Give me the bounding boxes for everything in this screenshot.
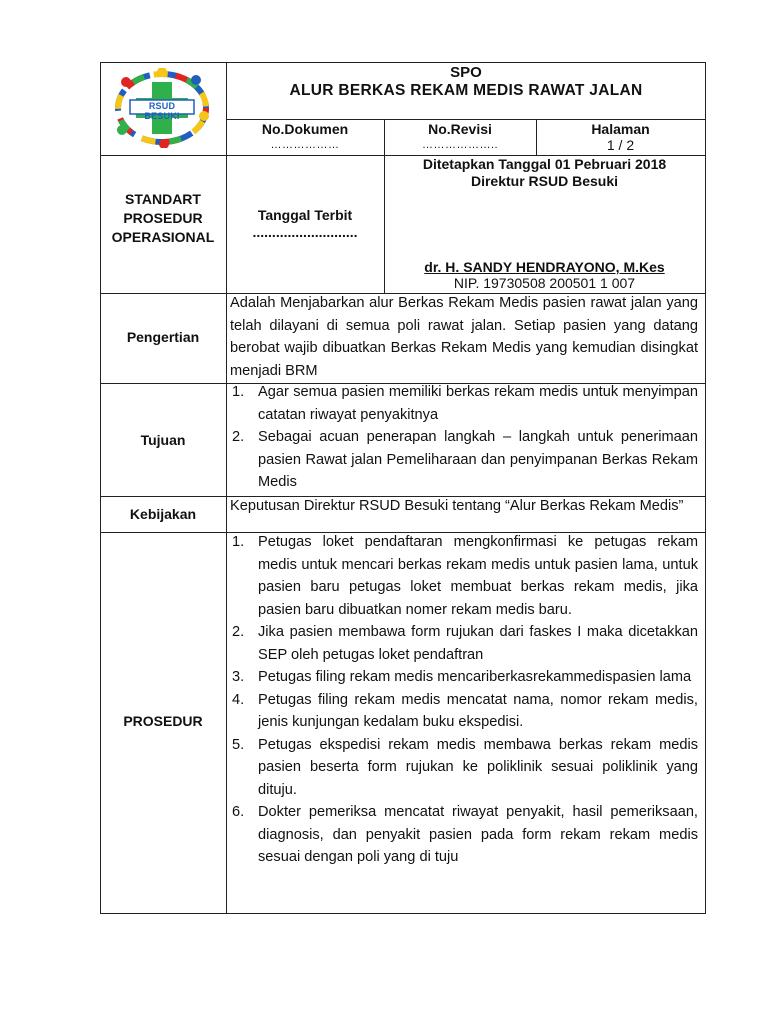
list-item-number: 4. <box>232 691 245 708</box>
tujuan-label: Tujuan <box>140 432 186 448</box>
halaman-value: 1 / 2 <box>606 137 635 153</box>
list-item-text: Petugas filing rekam medis mencatat nama, nomor rekam medis, jenis kunjungan kedalam buku ekspedisi. <box>258 691 698 730</box>
list-item-text: Sebagai acuan penerapan langkah – langkah untuk penerimaan pasien Rawat jalan Pemeliharaan dan penyimpanan Berkas Rekam Medis <box>258 429 698 490</box>
list-item-number: 6. <box>232 804 245 820</box>
list-item-text: Petugas ekspedisi rekam medis membawa berkas rekam medis pasien beserta form rujukan ke poliklinik sesuai poliklinik yang dituju. <box>258 736 698 798</box>
list-item <box>230 426 698 494</box>
list-item-text: Petugas loket pendaftaran mengkonfirmasi ke petugas rekam medis untuk mencari berkas rekam medis untuk pasien lama, untuk pasien baru petugas loket membuat berkas rekam medis, jika pasien baru dibuatkan nomer rekam medis baru. <box>258 534 698 618</box>
pengertian-text: Adalah Menjabarkan alur Berkas Rekam Medis pasien rawat jalan yang telah dilayani di semua poli rawat jalan. Setiap pasien yang datang berobat wajib dibuatkan Berkas Rekam Medis yang kemudian disingkat menjadi BRM <box>230 295 698 379</box>
no-revisi-value: ……………….. <box>421 139 499 151</box>
spo-label-line: STANDART <box>125 191 201 207</box>
kebijakan-text: Keputusan Direktur RSUD Besuki tentang “Alur Berkas Rekam Medis” <box>230 498 684 514</box>
no-revisi-label: No.Revisi <box>428 121 492 137</box>
list-item <box>230 689 698 734</box>
halaman-label: Halaman <box>591 121 650 137</box>
list-item-text: Agar semua pasien memiliki berkas rekam medis untuk menyimpan catatan riwayat penyakitnya <box>258 384 698 423</box>
pengertian-label: Pengertian <box>126 329 200 345</box>
list-item <box>230 381 698 426</box>
list-item-number: 5. <box>232 736 245 753</box>
list-item-number: 2. <box>232 429 245 445</box>
list-item-text: Petugas filing rekam medis mencariberkasrekammedispasien lama <box>258 669 692 685</box>
direktur-title: Direktur RSUD Besuki <box>470 173 619 189</box>
list-item <box>230 531 698 621</box>
spo-label <box>100 190 226 247</box>
logo-text: RSUD BESUKI <box>144 101 180 121</box>
hospital-logo <box>112 68 212 148</box>
list-item <box>230 801 698 869</box>
prosedur-list <box>230 531 698 869</box>
spo-label-line: OPERASIONAL <box>111 229 215 245</box>
kebijakan-label: Kebijakan <box>129 506 197 522</box>
list-item <box>230 734 698 802</box>
signer-nip: NIP. 19730508 200501 1 007 <box>453 275 636 291</box>
no-dokumen-value: ……………… <box>270 139 340 151</box>
spo-label-line: PROSEDUR <box>123 210 203 226</box>
list-item-number: 1. <box>232 534 245 550</box>
tujuan-list <box>230 381 698 494</box>
list-item-number: 2. <box>232 624 245 640</box>
list-item-number: 1. <box>232 384 245 400</box>
list-item <box>230 666 698 689</box>
list-item <box>230 621 698 666</box>
prosedur-label: PROSEDUR <box>123 713 203 729</box>
doc-type-title: SPO <box>450 64 482 81</box>
list-item-number: 3. <box>232 669 245 685</box>
ditetapkan-text: Ditetapkan Tanggal 01 Pebruari 2018 <box>422 156 667 172</box>
list-item-text: Dokter pemeriksa mencatat riwayat penyakit, hasil pemeriksaan, diagnosis, dan penyakit pasien pada form rekam rekam medis sesuai dengan poli yang di tuju <box>258 804 698 865</box>
no-dokumen-label: No.Dokumen <box>261 121 349 137</box>
list-item-text: Jika pasien membawa form rujukan dari faskes I maka dicetakkan SEP oleh petugas loket pendaftran <box>258 624 698 663</box>
tanggal-terbit-label: Tanggal Terbit <box>257 207 353 223</box>
tanggal-terbit-value: ........................... <box>252 224 358 240</box>
page-title: ALUR BERKAS REKAM MEDIS RAWAT JALAN <box>289 82 643 99</box>
signer-name: dr. H. SANDY HENDRAYONO, M.Kes <box>424 259 665 275</box>
